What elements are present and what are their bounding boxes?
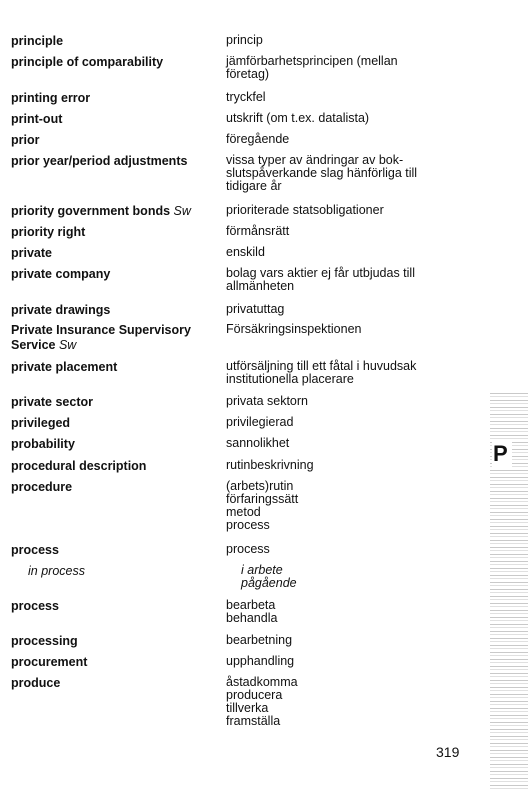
entry-translation: sannolikhet: [226, 436, 290, 450]
entry-translation: privata sektorn: [226, 394, 308, 408]
entry-translation: tryckfel: [226, 90, 266, 104]
entry-translation: förmånsrätt: [226, 224, 290, 238]
entry-term: private sector: [11, 395, 93, 409]
entry-country-tag: Sw: [58, 338, 77, 352]
entry-translation: Försäkringsinspektionen: [226, 322, 362, 336]
thumb-index-letter: P: [492, 441, 512, 467]
entry-term: print-out: [11, 112, 63, 126]
entry-term: priority right: [11, 225, 86, 239]
entry-translation: bearbetning: [226, 633, 293, 647]
entry-translation: (arbets)rutin förfaringssätt metod process: [226, 479, 299, 532]
entry-translation: prioriterade statsobligationer: [226, 203, 384, 217]
entry-translation: privatuttag: [226, 302, 285, 316]
entry-translation: utskrift (om t.ex. datalista): [226, 111, 370, 125]
entry-term: procedural description: [11, 459, 147, 473]
entry-term: private placement: [11, 360, 118, 374]
entry-term: prior year/period adjustments: [11, 154, 188, 168]
entry-translation: i arbete pågående: [241, 563, 297, 590]
entry-translation: process: [226, 542, 270, 556]
entry-term: principle of comparability: [11, 55, 164, 69]
entry-translation: jämförbarhetsprincipen (mellan företag): [226, 54, 398, 81]
entry-term: priority government bonds Sw: [11, 204, 191, 218]
entry-term: private company: [11, 267, 111, 281]
entry-translation: privilegierad: [226, 415, 294, 429]
entry-translation: princip: [226, 33, 263, 47]
entry-country-tag: Sw: [173, 204, 191, 218]
entry-translation: åstadkomma producera tillverka framställa: [226, 675, 298, 728]
entry-translation: enskild: [226, 245, 265, 259]
entry-term: in process: [28, 564, 85, 578]
entry-term: process: [11, 599, 59, 613]
entry-term: procedure: [11, 480, 73, 494]
entry-term: private drawings: [11, 303, 111, 317]
entry-translation: föregående: [226, 132, 290, 146]
entry-translation: bearbeta behandla: [226, 598, 278, 625]
entry-translation: upphandling: [226, 654, 295, 668]
entry-term: procurement: [11, 655, 88, 669]
entry-term: Private Insurance Supervisory Service Sw: [11, 323, 191, 352]
entry-translation: utförsäljning till ett fåtal i huvudsak institutionella placerare: [226, 359, 417, 386]
entry-term: principle: [11, 34, 64, 48]
page-number: 319: [436, 744, 460, 760]
entry-translation: bolag vars aktier ej får utbjudas till allmänheten: [226, 266, 415, 293]
entry-translation: vissa typer av ändringar av bok- slutspåverkande slag hänförliga till tidigare år: [226, 153, 418, 193]
entry-term: process: [11, 543, 59, 557]
entry-term: processing: [11, 634, 78, 648]
entry-term: private: [11, 246, 52, 260]
entry-translation: rutinbeskrivning: [226, 458, 314, 472]
entry-term: prior: [11, 133, 40, 147]
entry-term: probability: [11, 437, 75, 451]
entry-term: produce: [11, 676, 61, 690]
entry-term: privileged: [11, 416, 71, 430]
entry-term: printing error: [11, 91, 91, 105]
